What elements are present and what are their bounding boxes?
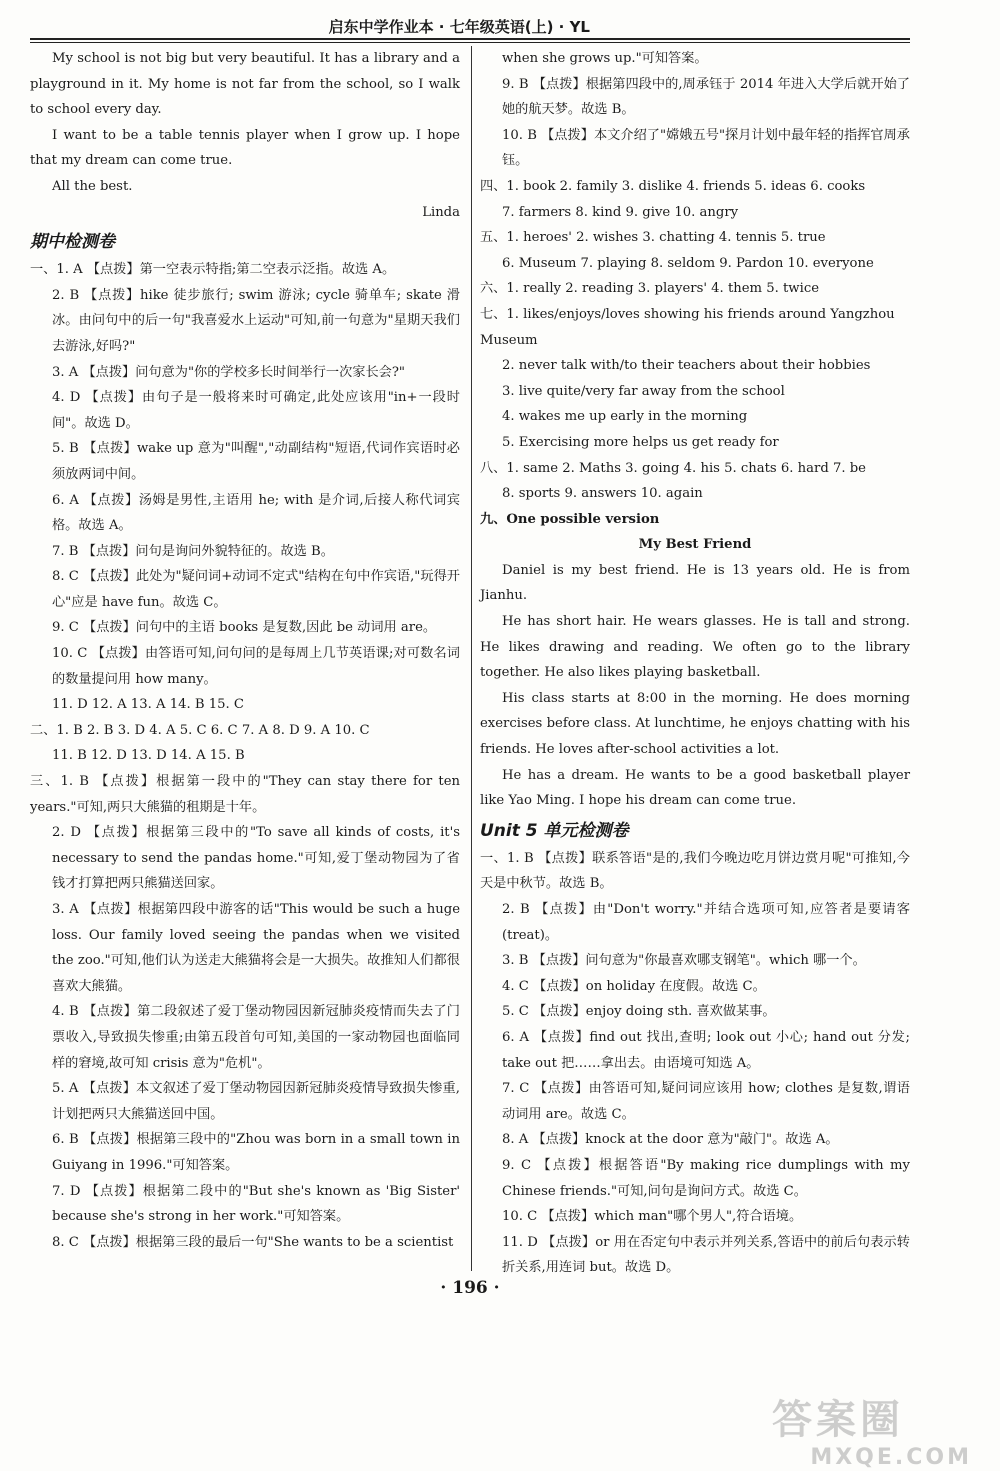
- answer-item: 2. never talk with/to their teachers about their hobbies: [502, 358, 871, 374]
- answer-item: 三、1. B 【点拨】根据第一段中的"They can stay there for ten years."可知,两只大熊猫的租期是十年。: [30, 774, 460, 815]
- answer-item: 10. C 【点拨】由答语可知,问句问的是每周上几节英语课;对可数名词的数量提问用 how many。: [52, 646, 460, 687]
- answer-item: 7. D 【点拨】根据第二段中的"But she's known as 'Big Sister' because she's strong in her work."可知答案。: [52, 1183, 460, 1225]
- essay-paragraph: He has a dream. He wants to be a good basketball player like Yao Ming. I hope his dream can come true.: [480, 767, 910, 809]
- answer-item: 5. B 【点拨】wake up 意为"叫醒","动副结构"短语,代词作宾语时必须放两词中间。: [52, 441, 460, 482]
- letter-signature: Linda: [422, 204, 460, 220]
- answer-item: 8. C 【点拨】此处为"疑问词+动词不定式"结构在句中作宾语,"玩得开心"应是 have fun。故选 C。: [52, 569, 460, 610]
- answer-item: 3. B 【点拨】问句意为"你最喜欢哪支钢笔"。which 哪一个。: [502, 953, 866, 969]
- essay-paragraph: Daniel is my best friend. He is 13 years old. He is from Jianhu.: [480, 562, 910, 604]
- letter-closing: All the best.: [52, 178, 133, 194]
- answer-item: 2. B 【点拨】由"Don't worry."并结合选项可知,应答者是要请客(treat)。: [502, 902, 910, 943]
- page-header: 启东中学作业本 · 七年级英语(上) · YL: [328, 18, 590, 36]
- answer-item: 八、1. same 2. Maths 3. going 4. his 5. chats 6. hard 7. be: [480, 460, 866, 476]
- answer-item: 8. C 【点拨】根据第三段的最后一句"She wants to be a scientist: [52, 1234, 454, 1250]
- watermark-logo: [772, 1388, 972, 1470]
- answer-item: 九、One possible version: [480, 511, 660, 527]
- essay-paragraph: He has short hair. He wears glasses. He is tall and strong. He likes drawing and reading. We often go to the library together. He also likes playing basketball.: [480, 614, 910, 681]
- answer-item: 2. B 【点拨】hike 徒步旅行; swim 游泳; cycle 骑单车; skate 滑冰。由问句中的后一句"我喜爱水上运动"可知,前一句意为"星期天我们去游泳,好吗?": [52, 287, 460, 354]
- answer-item: 5. C 【点拨】enjoy doing sth. 喜欢做某事。: [502, 1004, 776, 1020]
- answer-item: 9. C 【点拨】问句中的主语 books 是复数,因此 be 动词用 are。: [52, 620, 437, 636]
- answer-item: 6. A 【点拨】find out 找出,查明; look out 小心; hand out 分发; take out 把……拿出去。由语境可知选 A。: [502, 1029, 910, 1071]
- column-divider: [471, 46, 472, 1271]
- answer-item: 7. B 【点拨】问句是询问外貌特征的。故选 B。: [52, 543, 334, 559]
- page-number: · 196 ·: [440, 1278, 500, 1298]
- answer-item: 五、1. heroes' 2. wishes 3. chatting 4. tennis 5. true: [480, 230, 826, 246]
- answer-item: 11. B 12. D 13. D 14. A 15. B: [52, 748, 245, 764]
- answer-item: 2. D 【点拨】根据第三段中的"To save all kinds of costs, it's necessary to send the pandas home."可知,爱丁堡动物园为了省钱才打算把两只熊猫送回家。: [52, 825, 460, 892]
- answer-item: 9. B 【点拨】根据第四段中的,周承钰于 2014 年进入大学后就开始了她的航天梦。故选 B。: [502, 76, 910, 118]
- answer-item: when she grows up."可知答案。: [502, 51, 708, 66]
- left-column: [30, 46, 460, 1255]
- answer-item: 四、1. book 2. family 3. dislike 4. friends 5. ideas 6. cooks: [480, 178, 866, 194]
- answer-item: 5. A 【点拨】本文叙述了爱丁堡动物园因新冠肺炎疫情导致损失惨重,计划把两只大熊猫送回中国。: [52, 1081, 460, 1122]
- right-column: [480, 46, 910, 1281]
- letter-paragraph: I want to be a table tennis player when I grow up. I hope that my dream can come true.: [30, 127, 460, 169]
- answer-item: 六、1. really 2. reading 3. players' 4. them 5. twice: [480, 281, 820, 297]
- watermark-text: 答案圈: [772, 1397, 904, 1443]
- unit-title: Unit 5 单元检测卷: [480, 820, 629, 841]
- answer-item: 4. wakes me up early in the morning: [502, 409, 748, 425]
- answer-item: 4. C 【点拨】on holiday 在度假。故选 C。: [502, 978, 766, 994]
- watermark-url: MXQE.COM: [810, 1445, 972, 1470]
- answer-item: 3. A 【点拨】根据第四段中游客的话"This would be such a huge loss. Our family loved seeing the pandas when we visited the zoo."可知,他们认为送走大熊猫将会是一大损失。故推知人们都很喜欢大熊猫。: [52, 902, 460, 994]
- essay-paragraph: His class starts at 8:00 in the morning. He does morning exercises before class. At lunchtime, he enjoys chatting with his friends. He loves after-school activities a lot.: [480, 690, 910, 758]
- answer-item: 二、1. B 2. B 3. D 4. A 5. C 6. C 7. A 8. D 9. A 10. C: [30, 722, 370, 738]
- answer-item: 11. D 12. A 13. A 14. B 15. C: [52, 697, 244, 713]
- answer-item: 4. D 【点拨】由句子是一般将来时可确定,此处应该用"in+一段时间"。故选 D。: [52, 390, 460, 431]
- letter-paragraph: My school is not big but very beautiful. It has a library and a playground in it. My home is not far from the school, so I walk to school every day.: [30, 51, 460, 118]
- answer-item: 3. A 【点拨】问句意为"你的学校多长时间举行一次家长会?": [52, 364, 406, 380]
- header-rule: [30, 38, 910, 40]
- answer-item: 4. B 【点拨】第二段叙述了爱丁堡动物园因新冠肺炎疫情而失去了门票收入,导致损失惨重;由第五段首句可知,美国的一家动物园也面临同样的窘境,故可知 crisis 意为"危机"。: [52, 1004, 460, 1071]
- answer-item: 7. farmers 8. kind 9. give 10. angry: [502, 204, 739, 220]
- answer-item: 七、1. likes/enjoys/loves showing his friends around Yangzhou Museum: [480, 306, 895, 348]
- answer-item: 11. D 【点拨】or 用在否定句中表示并列关系,答语中的前后句表示转折关系,用连词 but。故选 D。: [502, 1234, 910, 1276]
- answer-item: 10. B 【点拨】本文介绍了"嫦娥五号"探月计划中最年轻的指挥官周承钰。: [502, 127, 910, 169]
- section-title: 期中检测卷: [30, 232, 115, 253]
- answer-item: 6. B 【点拨】根据第三段中的"Zhou was born in a small town in Guiyang in 1996."可知答案。: [52, 1132, 460, 1173]
- answer-item: 6. Museum 7. playing 8. seldom 9. Pardon 10. everyone: [502, 255, 874, 271]
- answer-item: 一、1. A 【点拨】第一空表示特指;第二空表示泛指。故选 A。: [30, 262, 396, 278]
- answer-item: 8. sports 9. answers 10. again: [502, 486, 703, 502]
- header-rule-thin: [30, 42, 910, 43]
- answer-item: 9. C 【点拨】根据答语"By making rice dumplings with my Chinese friends."可知,问句是询问方式。故选 C。: [502, 1157, 910, 1199]
- answer-item: 3. live quite/very far away from the school: [502, 383, 785, 399]
- answer-item: 一、1. B 【点拨】联系答语"是的,我们今晚边吃月饼边赏月呢"可推知,今天是中秋节。故选 B。: [480, 850, 910, 892]
- answer-item: 5. Exercising more helps us get ready for: [502, 434, 779, 450]
- answer-item: 8. A 【点拨】knock at the door 意为"敲门"。故选 A。: [502, 1132, 839, 1148]
- answer-item: 7. C 【点拨】由答语可知,疑问词应该用 how; clothes 是复数,谓语动词用 are。故选 C。: [502, 1081, 910, 1122]
- answer-item: 10. C 【点拨】which man"哪个男人",符合语境。: [502, 1209, 803, 1225]
- essay-title: My Best Friend: [638, 537, 752, 553]
- answer-item: 6. A 【点拨】汤姆是男性,主语用 he; with 是介词,后接人称代词宾格。故选 A。: [52, 492, 460, 534]
